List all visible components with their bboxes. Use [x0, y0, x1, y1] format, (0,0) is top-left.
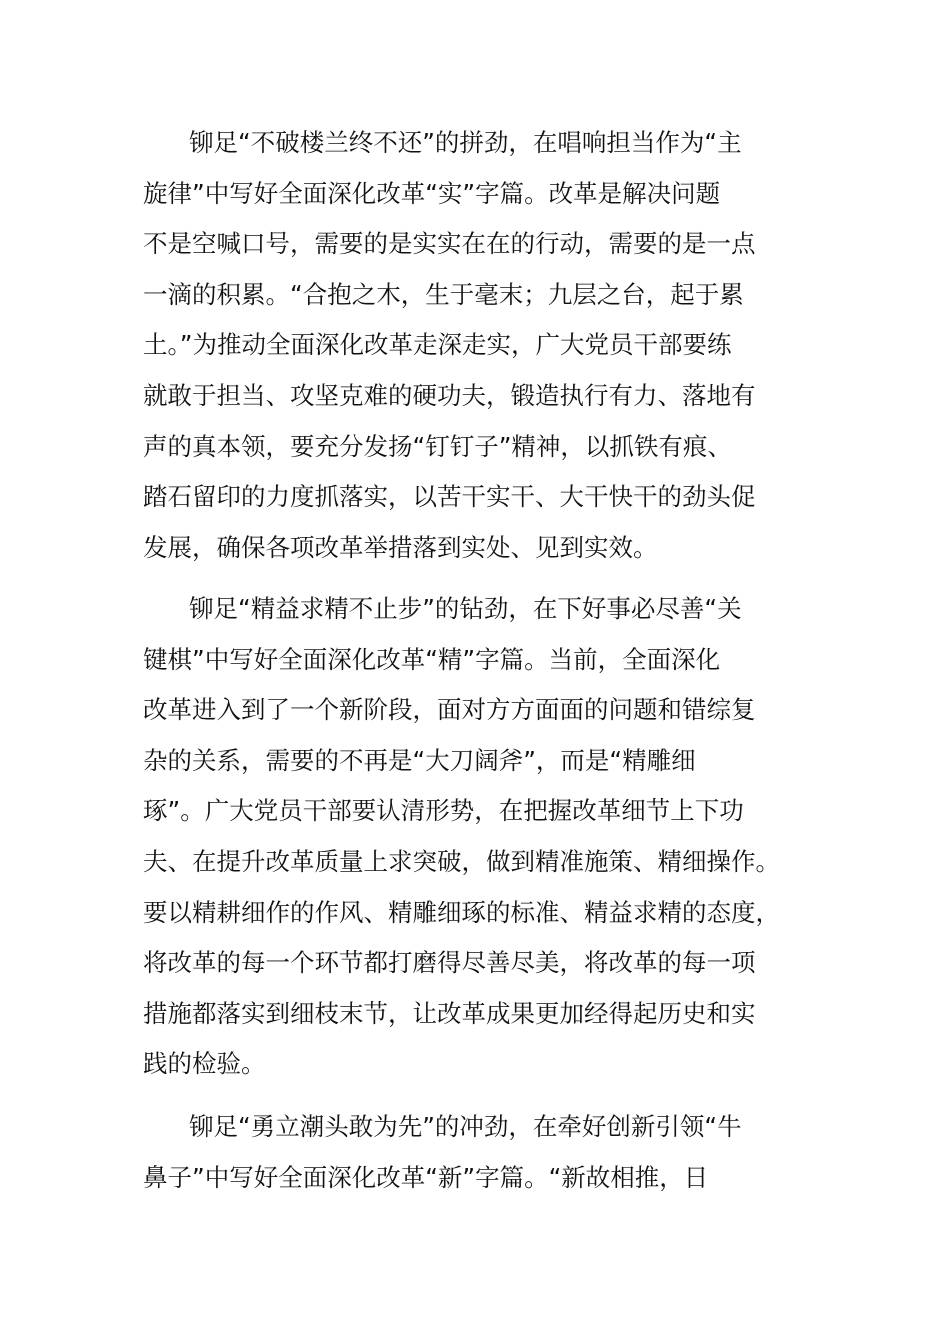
text-line: 夫、在提升改革质量上求突破，做到精准施策、精细操作。 [143, 846, 780, 876]
text-line: 琢”。广大党员干部要认清形势，在把握改革细节上下功 [143, 796, 744, 826]
text-line: 旋律”中写好全面深化改革“实”字篇。改革是解决问题 [143, 178, 721, 208]
text-line: 发展，确保各项改革举措落到实处、见到实效。 [143, 532, 658, 562]
text-line: 不是空喊口号，需要的是实实在在的行动，需要的是一点 [143, 229, 756, 259]
text-line: 声的真本领，要充分发扬“钉钉子”精神，以抓铁有痕、 [143, 431, 732, 461]
paragraph-jing [143, 584, 808, 1090]
paragraph-shi [143, 118, 808, 573]
text-line: 铆足“勇立潮头敢为先”的冲劲，在牵好创新引领“牛 [189, 1112, 742, 1141]
text-line: 踏石留印的力度抓落实，以苦干实干、大干快干的劲头促 [143, 482, 756, 512]
text-line: 践的检验。 [143, 1049, 266, 1079]
text-line: 改革进入到了一个新阶段，面对方方面面的问题和错综复 [143, 695, 756, 725]
text-line: 就敢于担当、攻坚克难的硬功夫，锻造执行有力、落地有 [143, 380, 756, 410]
text-line: 将改革的每一个环节都打磨得尽善尽美，将改革的每一项 [143, 948, 756, 978]
text-line: 一滴的积累。“合抱之木，生于毫末；九层之台，起于累 [143, 279, 744, 309]
text-line: 铆足“不破楼兰终不还”的拼劲，在唱响担当作为“主 [189, 128, 742, 157]
text-line: 土。”为推动全面深化改革走深走实，广大党员干部要练 [143, 330, 732, 360]
text-line: 键棋”中写好全面深化改革“精”字篇。当前，全面深化 [143, 644, 721, 674]
text-line: 铆足“精益求精不止步”的钻劲，在下好事必尽善“关 [189, 594, 742, 623]
paragraph-xin [143, 1102, 808, 1203]
text-line: 要以精耕细作的作风、精雕细琢的标准、精益求精的态度， [143, 897, 780, 927]
text-line: 鼻子”中写好全面深化改革“新”字篇。“新故相推，日 [143, 1162, 709, 1192]
text-line: 杂的关系，需要的不再是“大刀阔斧”，而是“精雕细 [143, 745, 696, 775]
text-line: 措施都落实到细枝末节，让改革成果更加经得起历史和实 [143, 998, 756, 1028]
